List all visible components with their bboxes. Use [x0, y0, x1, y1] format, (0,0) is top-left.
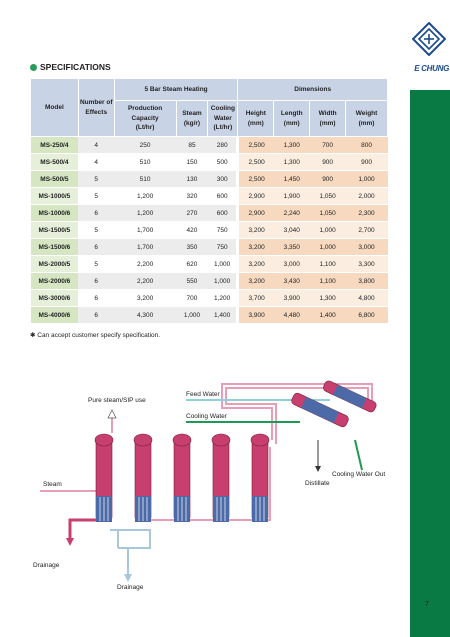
table-cell: 6: [78, 239, 114, 256]
section-title: [30, 62, 111, 72]
table-cell: 700: [176, 290, 208, 307]
table-cell: 3,200: [238, 273, 274, 290]
label-cooling-water: Cooling Water: [186, 413, 227, 420]
table-cell: 3,900: [238, 307, 274, 324]
table-cell: 1,300: [274, 154, 310, 171]
table-cell: 6: [78, 205, 114, 222]
table-row: [31, 256, 388, 273]
table-cell: 1,050: [310, 188, 346, 205]
table-cell: 350: [176, 239, 208, 256]
table-cell: 1,000: [208, 256, 238, 273]
table-cell: 500: [208, 154, 238, 171]
table-cell: MS-500/5: [31, 171, 79, 188]
table-cell: 250: [114, 137, 176, 154]
table-cell: 1,000: [310, 222, 346, 239]
table-cell: 130: [176, 171, 208, 188]
specification-note: ✱ Can accept customer specify specification.: [30, 332, 161, 339]
header-production: Production Capacity (Lt/hr): [114, 101, 176, 137]
label-steam: Steam: [43, 481, 62, 488]
table-cell: MS-500/4: [31, 154, 79, 171]
table-cell: 900: [310, 171, 346, 188]
table-cell: 1,700: [114, 239, 176, 256]
table-cell: MS-1500/6: [31, 239, 79, 256]
table-cell: 1,050: [310, 205, 346, 222]
label-feed-water: Feed Water: [186, 391, 220, 398]
table-cell: 1,900: [274, 188, 310, 205]
table-cell: MS-2000/6: [31, 273, 79, 290]
green-sidebar: [410, 0, 450, 637]
specifications-table: [30, 78, 388, 324]
table-cell: 4,800: [346, 290, 388, 307]
brand-name: E CHUNG: [414, 64, 449, 73]
table-cell: 1,200: [208, 290, 238, 307]
table-cell: 280: [208, 137, 238, 154]
table-cell: 3,350: [274, 239, 310, 256]
table-cell: 1,400: [310, 307, 346, 324]
label-cooling-water-out: Cooling Water Out: [332, 471, 386, 478]
table-cell: 1,000: [176, 307, 208, 324]
table-cell: 2,500: [238, 171, 274, 188]
table-cell: 3,200: [238, 256, 274, 273]
table-cell: 300: [208, 171, 238, 188]
table-cell: 550: [176, 273, 208, 290]
table-cell: 1,300: [274, 137, 310, 154]
table-cell: 1,700: [114, 222, 176, 239]
table-cell: 2,700: [346, 222, 388, 239]
table-cell: 1,100: [310, 273, 346, 290]
page-number: 7: [425, 601, 429, 608]
table-cell: 510: [114, 154, 176, 171]
table-cell: 6,800: [346, 307, 388, 324]
section-title-text: SPECIFICATIONS: [40, 62, 111, 72]
table-cell: 750: [208, 239, 238, 256]
table-cell: 1,450: [274, 171, 310, 188]
table-cell: 4: [78, 154, 114, 171]
table-cell: 2,900: [238, 188, 274, 205]
label-drainage-left: Drainage: [33, 562, 60, 569]
table-cell: MS-1000/5: [31, 188, 79, 205]
table-cell: 2,500: [238, 154, 274, 171]
header-dimensions: Dimensions: [238, 79, 388, 101]
header-weight: Weight (mm): [346, 101, 388, 137]
table-cell: 1,300: [310, 290, 346, 307]
table-cell: MS-250/4: [31, 137, 79, 154]
label-distillate: Distillate: [305, 480, 330, 487]
table-cell: MS-2000/5: [31, 256, 79, 273]
header-effects: Number of Effects: [78, 79, 114, 137]
distillation-process-diagram: [0, 380, 410, 600]
table-row: [31, 205, 388, 222]
table-cell: 5: [78, 188, 114, 205]
table-cell: 270: [176, 205, 208, 222]
table-cell: 3,700: [238, 290, 274, 307]
header-height: Height (mm): [238, 101, 274, 137]
table-row: [31, 222, 388, 239]
header-steam: Steam (kg/r): [176, 101, 208, 137]
table-cell: 6: [78, 290, 114, 307]
table-cell: 3,200: [114, 290, 176, 307]
table-cell: 3,800: [346, 273, 388, 290]
table-cell: MS-3000/6: [31, 290, 79, 307]
table-cell: 150: [176, 154, 208, 171]
table-cell: 3,000: [346, 239, 388, 256]
table-cell: 1,100: [310, 256, 346, 273]
table-cell: 1,000: [310, 239, 346, 256]
header-length: Length (mm): [274, 101, 310, 137]
table-cell: 1,200: [114, 205, 176, 222]
label-pure-steam: Pure steam/SIP use: [88, 397, 146, 404]
table-cell: 620: [176, 256, 208, 273]
table-cell: 750: [208, 222, 238, 239]
header-cooling: Cooling Water (Lt/hr): [208, 101, 238, 137]
table-cell: 2,300: [346, 205, 388, 222]
table-row: [31, 290, 388, 307]
table-cell: 5: [78, 222, 114, 239]
table-row: [31, 154, 388, 171]
table-cell: 510: [114, 171, 176, 188]
table-row: [31, 273, 388, 290]
table-cell: 800: [346, 137, 388, 154]
table-cell: 4: [78, 137, 114, 154]
table-cell: 3,200: [238, 222, 274, 239]
table-cell: 2,240: [274, 205, 310, 222]
table-row: [31, 137, 388, 154]
table-cell: 5: [78, 256, 114, 273]
table-cell: 3,300: [346, 256, 388, 273]
table-row: [31, 188, 388, 205]
table-cell: 3,200: [238, 239, 274, 256]
e-chung-logo-icon: [412, 22, 446, 56]
header-width: Width (mm): [310, 101, 346, 137]
table-cell: 900: [346, 154, 388, 171]
table-cell: 3,900: [274, 290, 310, 307]
table-cell: 700: [310, 137, 346, 154]
table-cell: 600: [208, 188, 238, 205]
table-row: [31, 307, 388, 324]
table-cell: 85: [176, 137, 208, 154]
table-cell: 600: [208, 205, 238, 222]
table-cell: MS-1000/6: [31, 205, 79, 222]
table-cell: 420: [176, 222, 208, 239]
table-cell: 3,040: [274, 222, 310, 239]
table-cell: 3,430: [274, 273, 310, 290]
table-cell: 2,200: [114, 273, 176, 290]
table-cell: 3,000: [274, 256, 310, 273]
table-cell: 6: [78, 273, 114, 290]
bullet-icon: [30, 64, 37, 71]
label-drainage-bottom: Drainage: [117, 584, 144, 591]
table-row: [31, 171, 388, 188]
table-cell: 2,200: [114, 256, 176, 273]
table-cell: 1,400: [208, 307, 238, 324]
table-cell: 2,900: [238, 205, 274, 222]
table-cell: 4,300: [114, 307, 176, 324]
header-steam-heating: 5 Bar Steam Heating: [114, 79, 238, 101]
table-cell: 1,000: [208, 273, 238, 290]
table-cell: 900: [310, 154, 346, 171]
table-cell: 6: [78, 307, 114, 324]
table-cell: MS-1500/5: [31, 222, 79, 239]
table-cell: 5: [78, 171, 114, 188]
table-cell: 2,000: [346, 188, 388, 205]
table-row: [31, 239, 388, 256]
table-cell: MS-4000/6: [31, 307, 79, 324]
table-cell: 1,000: [346, 171, 388, 188]
table-cell: 320: [176, 188, 208, 205]
table-cell: 1,200: [114, 188, 176, 205]
table-cell: 2,500: [238, 137, 274, 154]
header-model: Model: [31, 79, 79, 137]
table-cell: 4,480: [274, 307, 310, 324]
